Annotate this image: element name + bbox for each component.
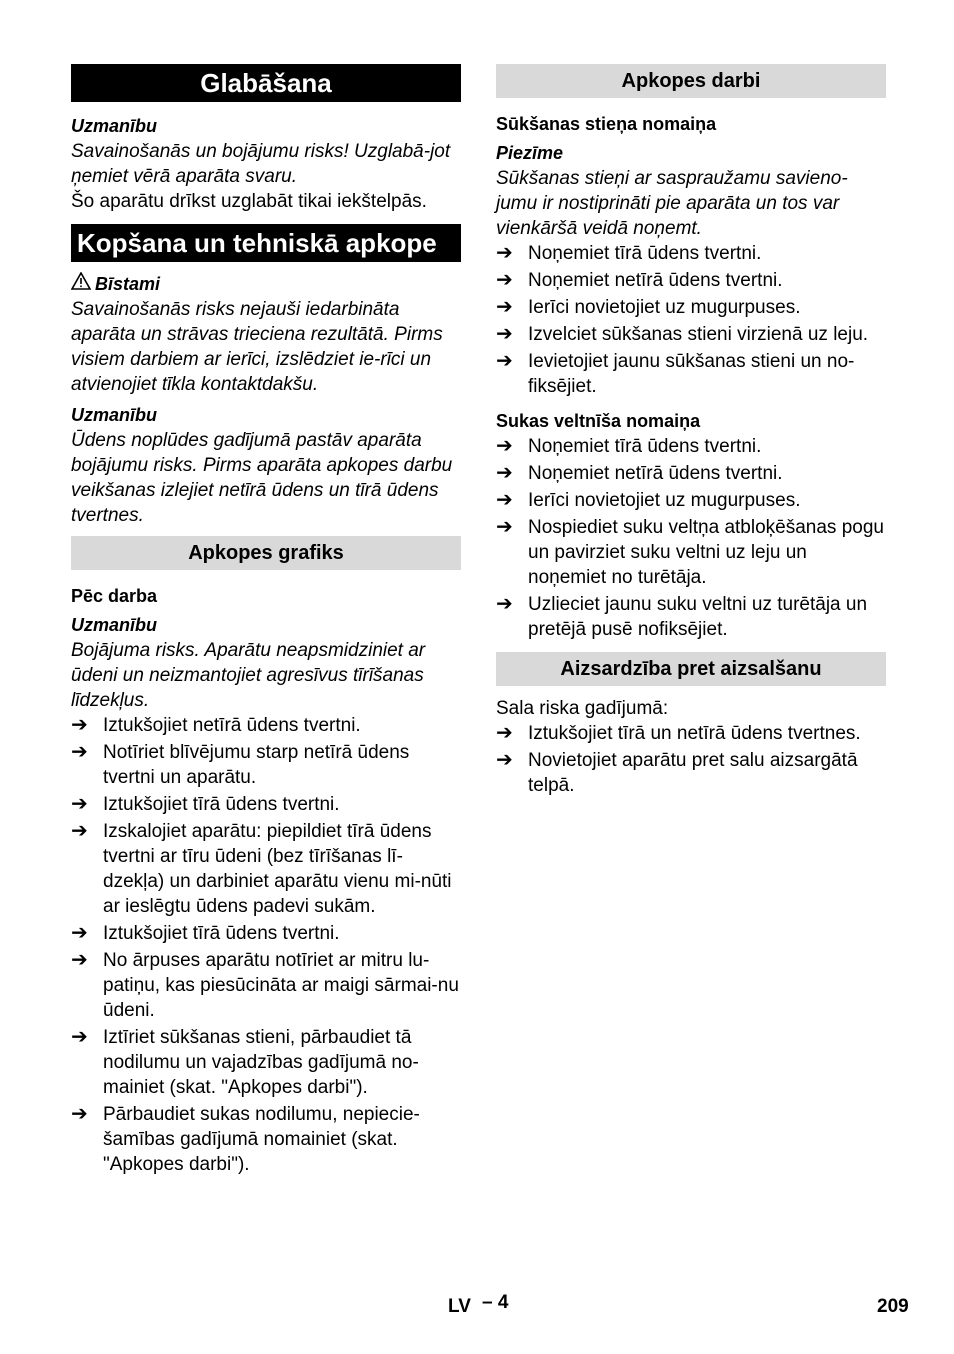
step-list [71,713,461,1177]
section-heading-aizsalsana: Aizsardzība pret aizsalšanu [496,652,886,686]
step-list [496,721,886,798]
list-item: ➔ Pārbaudiet sukas nodilumu, nepiecie-šamības gadījumā nomainiet (skat. "Apkopes darbi"). [71,1103,420,1175]
arrow-right-icon: ➔ [496,722,513,744]
list-item: ➔ Ievietojiet jaunu sūkšanas stieni un no-fiksējiet. [496,350,855,397]
arrow-right-icon: ➔ [496,350,513,372]
caution-text: Savainošanās un bojājumu risks! Uzglabā-jot ņemiet vērā aparāta svaru. [71,141,451,187]
arrow-right-icon: ➔ [71,714,88,736]
note-text: Sūkšanas stieņi ar saspraužamu savieno-jumu ir nostiprināti pie aparāta un tos var vienkāršā veidā noņemt. [496,168,848,239]
footer-lang: LV [448,1296,471,1317]
right-column [496,64,886,800]
list-item: ➔ Uzlieciet jaunu suku veltni uz turētāja un pretējā pusē nofiksējiet. [496,593,868,640]
list-item: ➔ Iztukšojiet tīrā ūdens tvertni. [71,793,340,815]
arrow-right-icon: ➔ [496,749,513,771]
list-item: ➔ Notīriet blīvējumu starp netīrā ūdens tvertni un aparātu. [71,741,410,788]
list-item: ➔ Ierīci novietojiet uz mugurpuses. [496,296,801,318]
section-heading-glabasana: Glabāšana [71,64,461,102]
arrow-right-icon: ➔ [496,242,513,264]
list-item: ➔ Izvelciet sūkšanas stieni virzienā uz leju. [496,323,869,345]
arrow-right-icon: ➔ [496,323,513,345]
danger-row [71,272,461,297]
list-item: ➔ Izskalojiet aparātu: piepildiet tīrā ūdens tvertni ar tīru ūdeni (bez tīrīšanas lī-dzekļa) un darbiniet aparātu vienu mi-nūti ar ieslēgtu ūdens padevi sukām. [71,820,452,917]
arrow-right-icon: ➔ [71,793,88,815]
storage-note: Šo aparātu drīkst uzglabāt tikai iekštelpās. [71,191,427,212]
subheading-stienis: Sūkšanas stieņa nomaiņa [496,114,717,134]
arrow-right-icon: ➔ [71,741,88,763]
arrow-right-icon: ➔ [496,593,513,615]
list-item: ➔ No ārpuses aparātu notīriet ar mitru lu-patiņu, kas piesūcināta ar maigi sārmai-nu ūdeni. [71,949,459,1021]
caution-label: Uzmanību [71,116,158,136]
warning-triangle-icon [71,272,95,297]
caution-label: Uzmanību [71,405,158,425]
section-heading-kopsana: Kopšana un tehniskā apkope [71,224,461,262]
section-heading-apkopes-darbi: Apkopes darbi [496,64,886,98]
caution-text: Ūdens noplūdes gadījumā pastāv aparāta bojājumu risks. Pirms aparāta apkopes darbu veikšanas izlejiet netīrā ūdens un tīrā ūdens tvertnes. [71,430,453,526]
list-item: ➔ Iztukšojiet netīrā ūdens tvertni. [71,714,361,736]
subheading-veltnis: Sukas veltnīša nomaiņa [496,411,701,431]
list-item: ➔ Iztukšojiet tīrā ūdens tvertni. [71,922,340,944]
list-item: ➔ Iztīriet sūkšanas stieni, pārbaudiet tā nodilumu un vajadzības gadījumā no-mainiet (skat. "Apkopes darbi"). [71,1026,419,1098]
arrow-right-icon: ➔ [496,462,513,484]
arrow-right-icon: ➔ [496,296,513,318]
page-number: 209 [877,1296,909,1317]
note-label: Piezīme [496,143,564,163]
subheading-pec-darba: Pēc darba [71,586,158,606]
left-column [71,64,461,1179]
danger-text: Savainošanās risks nejauši iedarbināta aparāta un strāvas trieciena rezultātā. Pirms visiem darbiem ar ierīci, izslēdziet ie-rīci un atvienojiet tīkla kontaktdakšu. [71,299,443,395]
footer-section: – 4 [482,1292,509,1313]
list-item: ➔ Ierīci novietojiet uz mugurpuses. [496,489,801,511]
list-item: ➔ Noņemiet netīrā ūdens tvertni. [496,462,783,484]
caution-label: Uzmanību [71,615,158,635]
arrow-right-icon: ➔ [71,820,88,842]
list-item: ➔ Iztukšojiet tīrā un netīrā ūdens tvertnes. [496,722,861,744]
arrow-right-icon: ➔ [71,1103,88,1125]
list-item: ➔ Nospiediet suku veltņa atbloķēšanas pogu un pavirziet suku veltni uz leju un noņemiet no turētāja. [496,516,884,588]
section-heading-apkopes-grafiks: Apkopes grafiks [71,536,461,570]
arrow-right-icon: ➔ [496,435,513,457]
caution-text: Bojājuma risks. Aparātu neapsmidziniet ar ūdeni un neizmantojiet agresīvus tīrīšanas līdzekļus. [71,640,426,711]
arrow-right-icon: ➔ [71,1026,88,1048]
arrow-right-icon: ➔ [496,269,513,291]
arrow-right-icon: ➔ [496,516,513,538]
frost-intro: Sala riska gadījumā: [496,698,669,719]
list-item: ➔ Noņemiet tīrā ūdens tvertni. [496,435,762,457]
arrow-right-icon: ➔ [71,922,88,944]
danger-label: Bīstami [95,274,161,294]
list-item: ➔ Noņemiet tīrā ūdens tvertni. [496,242,762,264]
list-item: ➔ Noņemiet netīrā ūdens tvertni. [496,269,783,291]
list-item: ➔ Novietojiet aparātu pret salu aizsargātā telpā. [496,749,858,796]
arrow-right-icon: ➔ [496,489,513,511]
step-list [496,434,886,642]
step-list [496,241,886,399]
arrow-right-icon: ➔ [71,949,88,971]
